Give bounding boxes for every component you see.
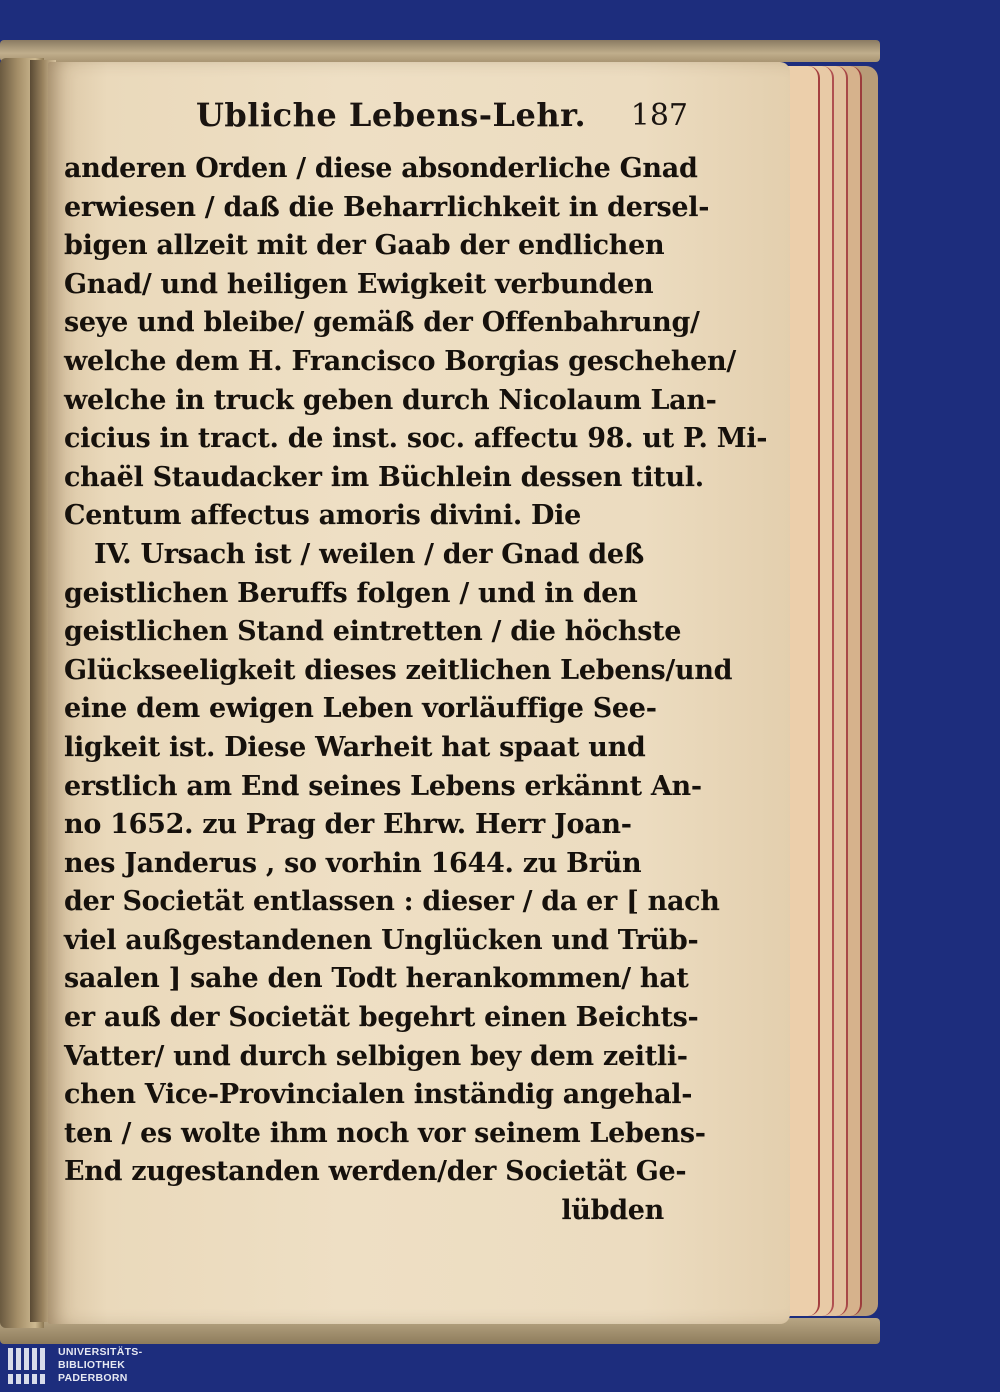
text-line: Glückseeligkeit dieses zeitlichen Lebens/und: [64, 654, 733, 686]
text-line: geistlichen Stand eintretten / die höchste: [64, 616, 682, 648]
text-line: er auß der Societät begehrt einen Beichts-: [64, 1002, 699, 1034]
text-line: erstlich am End seines Lebens erkännt An-: [64, 770, 702, 802]
text-line: End zugestanden werden/der Societät Ge-: [64, 1156, 687, 1188]
text-line: saalen ] sahe den Todt herankommen/ hat: [64, 963, 689, 995]
library-name: [58, 1346, 142, 1385]
text-line: viel außgestandenen Unglücken und Trüb-: [64, 924, 699, 956]
text-line: Centum affectus amoris divini. Die: [64, 500, 581, 532]
text-line: welche in truck geben durch Nicolaum Lan-: [64, 384, 717, 416]
catchword: lübden: [561, 1195, 664, 1227]
text-line: bigen allzeit mit der Gaab der endlichen: [64, 230, 665, 262]
text-line: Gnad/ und heiligen Ewigkeit verbunden: [64, 268, 654, 300]
text-line: seye und bleibe/ gemäß der Offenbahrung/: [64, 307, 700, 339]
page-body: [64, 150, 768, 1231]
running-title: Ubliche Lebens-Lehr.: [196, 96, 587, 134]
university-library-logo-icon: [6, 1344, 50, 1388]
text-line: erwiesen / daß die Beharrlichkeit in dersel-: [64, 191, 710, 223]
text-line: der Societät entlassen : dieser / da er [ nach: [64, 886, 720, 918]
book-page: [48, 62, 790, 1324]
library-name-line: UNIVERSITÄTS-: [58, 1346, 143, 1358]
text-line: anderen Orden / diese absonderliche Gnad: [64, 153, 698, 184]
text-line: Vatter/ und durch selbigen bey dem zeitli-: [64, 1040, 688, 1072]
text-line: geistlichen Beruffs folgen / und in den: [64, 577, 638, 609]
text-line: welche dem H. Francisco Borgias geschehen/: [64, 345, 736, 377]
text-line: chen Vice-Provincialen inständig angehal-: [64, 1079, 693, 1111]
text-line: nes Janderus , so vorhin 1644. zu Brün: [64, 847, 642, 879]
book-cover-top: [0, 40, 880, 62]
page-number: 187: [630, 98, 688, 133]
library-logo: [4, 1344, 164, 1390]
text-line: no 1652. zu Prag der Ehrw. Herr Joan-: [64, 809, 632, 841]
library-name-line: BIBLIOTHEK: [58, 1359, 126, 1371]
library-name-line: PADERBORN: [58, 1372, 128, 1384]
text-line: chaël Staudacker im Büchlein dessen titul.: [64, 461, 704, 493]
page-header: [148, 96, 688, 148]
text-line: eine dem ewigen Leben vorläuffige See-: [64, 693, 657, 725]
text-line: cicius in tract. de inst. soc. affectu 98. ut P. Mi-: [64, 423, 768, 455]
text-line: ligkeit ist. Diese Warheit hat spaat und: [64, 731, 646, 763]
text-line: ten / es wolte ihm noch vor seinem Lebens-: [64, 1117, 706, 1149]
text-line: IV. Ursach ist / weilen / der Gnad deß: [94, 538, 644, 570]
